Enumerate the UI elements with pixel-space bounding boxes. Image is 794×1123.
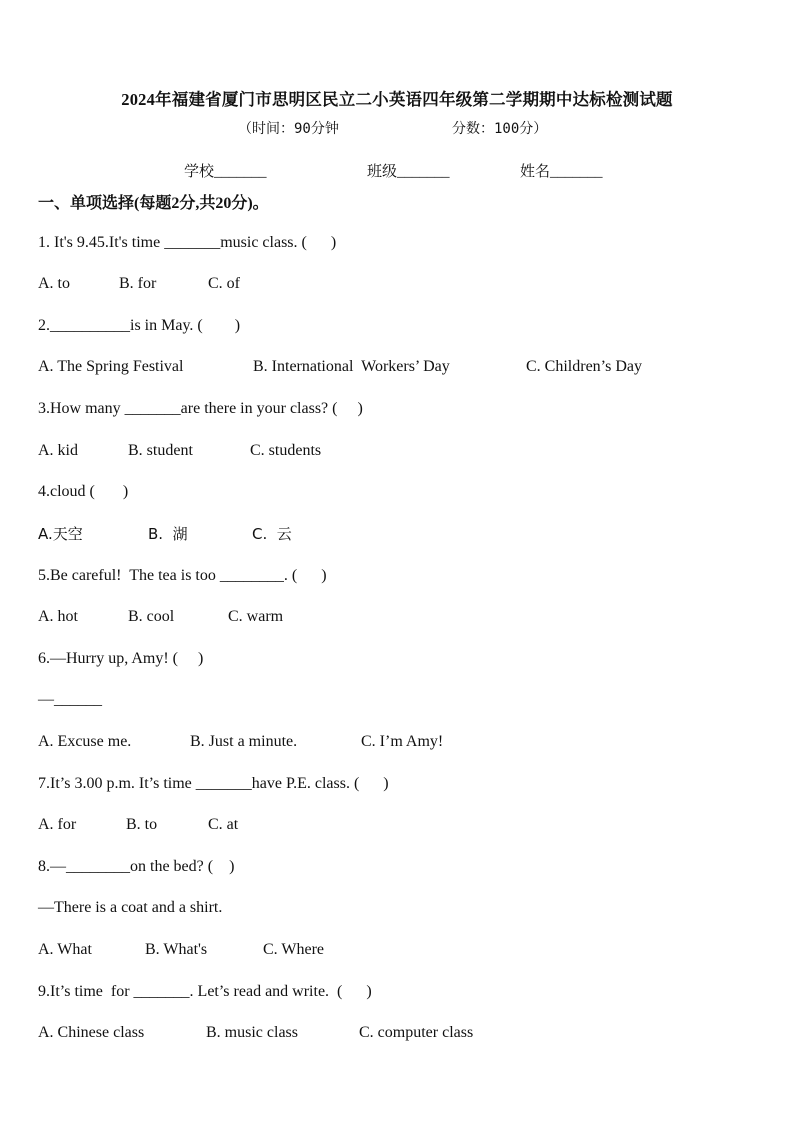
exam-title: 2024年福建省厦门市思明区民立二小英语四年级第二学期期中达标检测试题 <box>121 90 673 109</box>
question-6-stem: 6.—Hurry up, Amy! ( ) <box>38 650 204 667</box>
question-4-option-b: B. 湖 <box>148 525 188 543</box>
question-9-option-a: A. Chinese class <box>38 1024 145 1041</box>
question-1-stem: 1. It's 9.45.It's time _______music class. ( ) <box>38 234 337 251</box>
question-8-option-b: B. What's <box>145 941 208 958</box>
question-1-option-b: B. for <box>119 275 157 292</box>
question-9-stem: 9.It’s time for _______. Let’s read and write. ( ) <box>38 983 372 1000</box>
question-5-option-a: A. hot <box>38 608 78 625</box>
question-6-option-c: C. I’m Amy! <box>361 733 444 750</box>
question-6-answer-line: —______ <box>38 691 102 708</box>
question-7-stem: 7.It’s 3.00 p.m. It’s time _______have P.E. class. ( ) <box>38 775 389 792</box>
question-8-stem: 8.—________on the bed? ( ) <box>38 858 235 875</box>
class-field: 班级_______ <box>367 164 450 180</box>
question-6-option-a: A. Excuse me. <box>38 733 132 750</box>
question-2-stem: 2.__________is in May. ( ) <box>38 317 241 334</box>
question-3-option-c: C. students <box>250 442 322 459</box>
question-8-answer-line: —There is a coat and a shirt. <box>38 899 223 916</box>
question-8-option-a: A. What <box>38 941 92 958</box>
question-5-option-c: C. warm <box>228 608 284 625</box>
school-field: 学校_______ <box>184 164 267 180</box>
question-1-option-c: C. of <box>208 275 240 292</box>
question-9-option-b: B. music class <box>206 1024 298 1041</box>
question-1-option-a: A. to <box>38 275 70 292</box>
question-3-option-a: A. kid <box>38 442 78 459</box>
question-7-option-a: A. for <box>38 816 77 833</box>
question-2-option-a: A. The Spring Festival <box>38 358 184 375</box>
question-4-stem: 4.cloud ( ) <box>38 483 129 500</box>
question-9-option-c: C. computer class <box>359 1024 474 1041</box>
question-6-option-b: B. Just a minute. <box>190 733 298 750</box>
exam-score: 分数：100分） <box>452 121 548 137</box>
exam-time: （时间：90分钟 <box>238 121 339 137</box>
question-3-option-b: B. student <box>128 442 193 459</box>
question-3-stem: 3.How many _______are there in your class? ( ) <box>38 400 363 417</box>
question-7-option-b: B. to <box>126 816 158 833</box>
question-5-stem: 5.Be careful! The tea is too ________. ( ) <box>38 567 327 584</box>
question-7-option-c: C. at <box>208 816 239 833</box>
question-5-option-b: B. cool <box>128 608 175 625</box>
question-4-option-a: A.天空 <box>38 525 83 543</box>
name-field: 姓名_______ <box>520 164 603 180</box>
question-4-option-c: C. 云 <box>252 525 292 543</box>
question-2-option-b: B. International Workers’ Day <box>253 358 450 375</box>
question-8-option-c: C. Where <box>263 941 325 958</box>
section-heading: 一、单项选择(每题2分,共20分)。 <box>38 195 269 212</box>
question-2-option-c: C. Children’s Day <box>526 358 642 375</box>
